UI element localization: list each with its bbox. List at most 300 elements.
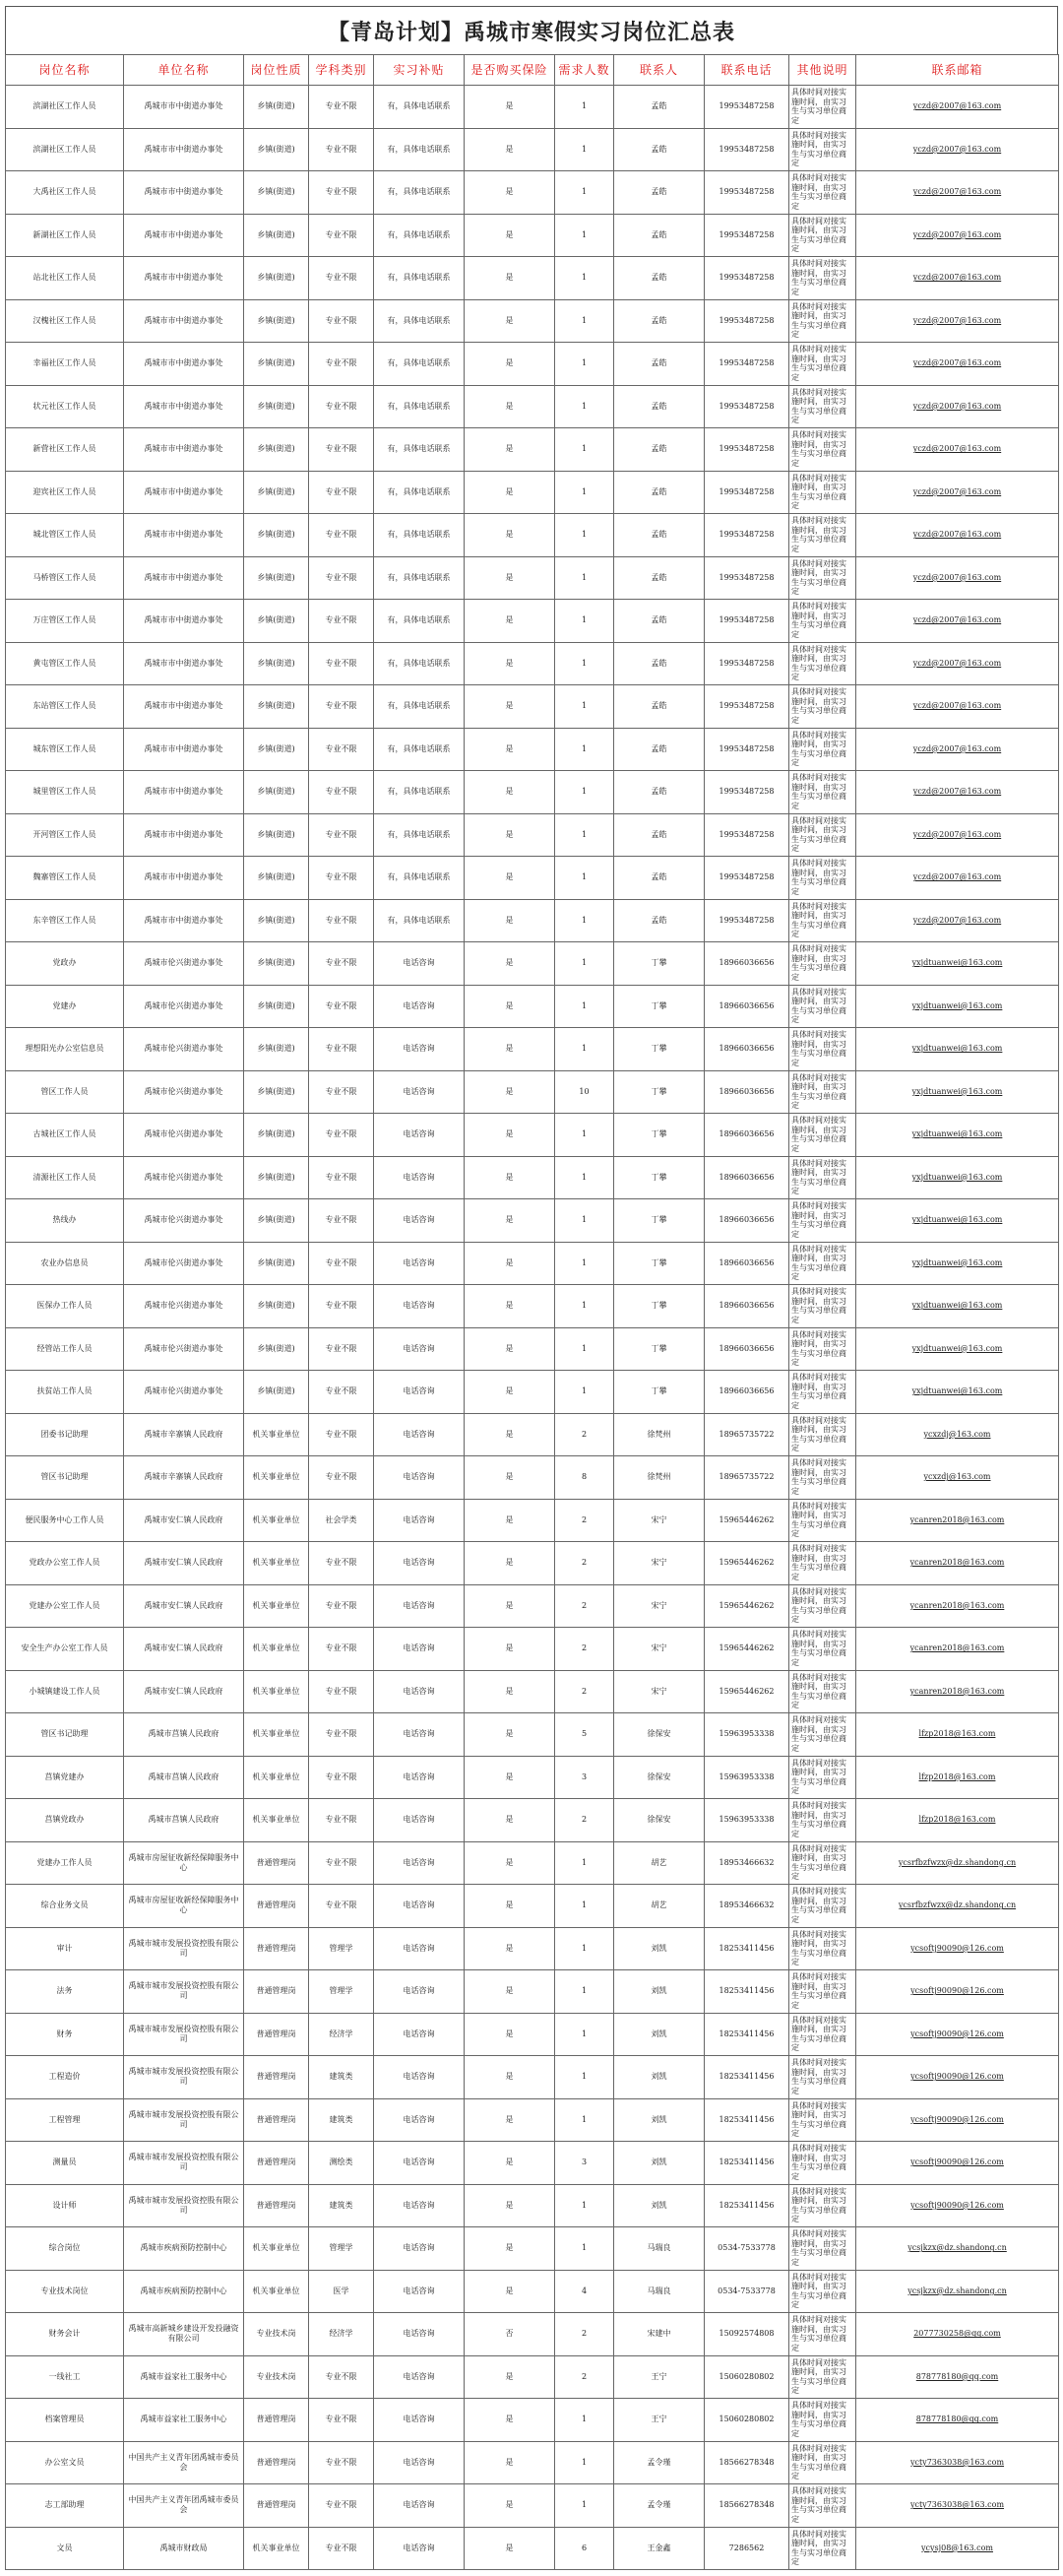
cell-position-type: 乡镇(街道) (244, 1156, 309, 1199)
cell-email[interactable]: lfzp2018@163.com (856, 1713, 1059, 1757)
cell-email[interactable]: ycsoftj90090@126.com (856, 2142, 1059, 2185)
cell-email[interactable]: yczd@2007@163.com (856, 685, 1059, 729)
cell-discipline: 社会学类 (309, 1499, 374, 1542)
cell-headcount: 1 (555, 257, 614, 300)
cell-headcount: 2 (555, 1413, 614, 1456)
cell-email[interactable]: ycsoftj90090@126.com (856, 1970, 1059, 2014)
cell-notes: 具体时间对接实施时间，由实习生与实习单位商定 (789, 514, 856, 557)
cell-unit-name: 中国共产主义青年团禹城市委员会 (124, 2484, 244, 2528)
cell-discipline: 建筑类 (309, 2184, 374, 2227)
table-row (6, 2355, 1059, 2399)
cell-email[interactable]: ycanren2018@163.com (856, 1499, 1059, 1542)
cell-contact-person: 孟令瑾 (614, 2441, 705, 2484)
table-row (6, 1885, 1059, 1928)
cell-email[interactable]: yxjdtuanwei@163.com (856, 1070, 1059, 1114)
cell-headcount: 1 (555, 1841, 614, 1885)
table-row (6, 1542, 1059, 1585)
table-row (6, 985, 1059, 1028)
cell-email[interactable]: ycsjkzx@dz.shandong.cn (856, 2270, 1059, 2313)
table-row (6, 1114, 1059, 1157)
cell-subsidy: 电话咨询 (374, 1970, 465, 2014)
cell-subsidy: 电话咨询 (374, 2484, 465, 2528)
cell-insurance: 是 (465, 1070, 555, 1114)
cell-notes: 具体时间对接实施时间，由实习生与实习单位商定 (789, 171, 856, 215)
cell-position-name: 东辛管区工作人员 (6, 899, 124, 942)
cell-insurance: 是 (465, 171, 555, 215)
table-row (6, 1584, 1059, 1628)
cell-unit-name: 禹城市安仁镇人民政府 (124, 1670, 244, 1713)
cell-phone: 19953487258 (705, 128, 789, 171)
cell-headcount: 1 (555, 600, 614, 643)
cell-discipline: 专业不限 (309, 1413, 374, 1456)
cell-email[interactable]: lfzp2018@163.com (856, 1799, 1059, 1842)
cell-headcount: 6 (555, 2527, 614, 2570)
cell-contact-person: 刘凯 (614, 1970, 705, 2014)
table-row (6, 428, 1059, 472)
cell-position-type: 乡镇(街道) (244, 600, 309, 643)
cell-position-name: 理想阳光办公室信息员 (6, 1028, 124, 1071)
cell-subsidy: 电话咨询 (374, 1670, 465, 1713)
cell-email[interactable]: yczd@2007@163.com (856, 728, 1059, 771)
cell-email[interactable]: yxjdtuanwei@163.com (856, 1114, 1059, 1157)
table-row (6, 128, 1059, 171)
cell-position-type: 乡镇(街道) (244, 728, 309, 771)
cell-notes: 具体时间对接实施时间，由实习生与实习单位商定 (789, 1156, 856, 1199)
cell-insurance: 是 (465, 1670, 555, 1713)
cell-email[interactable]: 878778180@qq.com (856, 2355, 1059, 2399)
cell-unit-name: 禹城市市中街道办事处 (124, 857, 244, 900)
cell-email[interactable]: ycsjkzx@dz.shandong.cn (856, 2227, 1059, 2271)
table-row (6, 343, 1059, 386)
cell-position-type: 乡镇(街道) (244, 1242, 309, 1285)
cell-discipline: 专业不限 (309, 2355, 374, 2399)
table-row (6, 1799, 1059, 1842)
cell-headcount: 1 (555, 2013, 614, 2056)
table-row (6, 1156, 1059, 1199)
cell-phone: 19953487258 (705, 642, 789, 685)
cell-phone: 19953487258 (705, 257, 789, 300)
cell-position-name: 文员 (6, 2527, 124, 2570)
cell-position-type: 机关事业单位 (244, 1713, 309, 1757)
column-header-subsidy: 实习补贴 (374, 55, 465, 86)
cell-headcount: 2 (555, 1799, 614, 1842)
cell-email[interactable]: yczd@2007@163.com (856, 428, 1059, 472)
cell-headcount: 1 (555, 2441, 614, 2484)
cell-insurance: 是 (465, 1970, 555, 2014)
cell-notes: 具体时间对接实施时间，由实习生与实习单位商定 (789, 128, 856, 171)
cell-unit-name: 禹城市安仁镇人民政府 (124, 1499, 244, 1542)
cell-headcount: 1 (555, 471, 614, 514)
cell-discipline: 专业不限 (309, 2527, 374, 2570)
cell-position-type: 机关事业单位 (244, 1756, 309, 1799)
table-row (6, 813, 1059, 857)
cell-position-type: 乡镇(街道) (244, 1028, 309, 1071)
cell-email[interactable]: ycsoftj90090@126.com (856, 2098, 1059, 2142)
cell-subsidy: 电话咨询 (374, 1542, 465, 1585)
cell-position-type: 乡镇(街道) (244, 985, 309, 1028)
cell-unit-name: 禹城市疾病预防控制中心 (124, 2270, 244, 2313)
table-row (6, 556, 1059, 600)
cell-discipline: 专业不限 (309, 728, 374, 771)
cell-email[interactable]: 878778180@qq.com (856, 2399, 1059, 2442)
cell-insurance: 是 (465, 1114, 555, 1157)
cell-email[interactable]: ycsrfbzfwzx@dz.shandong.cn (856, 1885, 1059, 1928)
cell-phone: 18966036656 (705, 942, 789, 986)
cell-email[interactable]: yczd@2007@163.com (856, 385, 1059, 428)
cell-phone: 19953487258 (705, 86, 789, 129)
cell-email[interactable]: yczd@2007@163.com (856, 857, 1059, 900)
cell-position-type: 乡镇(街道) (244, 685, 309, 729)
cell-subsidy: 电话咨询 (374, 2313, 465, 2356)
cell-position-type: 普通管理岗 (244, 1841, 309, 1885)
cell-phone: 18966036656 (705, 1327, 789, 1371)
cell-position-type: 乡镇(街道) (244, 471, 309, 514)
cell-position-name: 工程管理 (6, 2098, 124, 2142)
cell-subsidy: 电话咨询 (374, 1885, 465, 1928)
cell-subsidy: 电话咨询 (374, 2270, 465, 2313)
cell-insurance: 是 (465, 385, 555, 428)
cell-email[interactable]: yxjdtuanwei@163.com (856, 1327, 1059, 1371)
cell-contact-person: 孟皓 (614, 299, 705, 343)
cell-insurance: 是 (465, 514, 555, 557)
cell-unit-name: 禹城市伦兴街道办事处 (124, 1156, 244, 1199)
cell-notes: 具体时间对接实施时间，由实习生与实习单位商定 (789, 2399, 856, 2442)
cell-position-type: 乡镇(街道) (244, 642, 309, 685)
cell-email[interactable]: yxjdtuanwei@163.com (856, 985, 1059, 1028)
cell-phone: 15963953338 (705, 1756, 789, 1799)
cell-unit-name: 禹城市市中街道办事处 (124, 514, 244, 557)
cell-email[interactable]: ycxzdj@163.com (856, 1413, 1059, 1456)
table-row (6, 600, 1059, 643)
cell-position-name: 管区书记助理 (6, 1456, 124, 1500)
cell-subsidy: 电话咨询 (374, 1799, 465, 1842)
cell-position-name: 莒镇党政办 (6, 1799, 124, 1842)
cell-discipline: 专业不限 (309, 1713, 374, 1757)
cell-discipline: 专业不限 (309, 2399, 374, 2442)
cell-insurance: 是 (465, 299, 555, 343)
cell-unit-name: 禹城市城市发展投资控股有限公司 (124, 2098, 244, 2142)
cell-email[interactable]: ycsoftj90090@126.com (856, 2013, 1059, 2056)
cell-email[interactable]: yczd@2007@163.com (856, 771, 1059, 814)
cell-insurance: 是 (465, 2098, 555, 2142)
cell-headcount: 4 (555, 2270, 614, 2313)
cell-phone: 19953487258 (705, 685, 789, 729)
cell-position-type: 机关事业单位 (244, 2227, 309, 2271)
cell-discipline: 专业不限 (309, 1799, 374, 1842)
cell-subsidy: 电话咨询 (374, 1285, 465, 1328)
cell-contact-person: 宋建中 (614, 2313, 705, 2356)
table-row (6, 1327, 1059, 1371)
cell-notes: 具体时间对接实施时间，由实习生与实习单位商定 (789, 2227, 856, 2271)
cell-insurance: 是 (465, 2142, 555, 2185)
cell-email[interactable]: yczd@2007@163.com (856, 128, 1059, 171)
cell-email[interactable]: yxjdtuanwei@163.com (856, 1199, 1059, 1243)
cell-email[interactable]: ycsoftj90090@126.com (856, 2184, 1059, 2227)
cell-insurance: 是 (465, 2013, 555, 2056)
cell-phone: 19953487258 (705, 343, 789, 386)
cell-unit-name: 禹城市安仁镇人民政府 (124, 1628, 244, 1671)
cell-insurance: 是 (465, 1156, 555, 1199)
cell-discipline: 专业不限 (309, 2484, 374, 2528)
cell-email[interactable]: yczd@2007@163.com (856, 514, 1059, 557)
cell-notes: 具体时间对接实施时间，由实习生与实习单位商定 (789, 2484, 856, 2528)
cell-headcount: 1 (555, 1970, 614, 2014)
cell-phone: 19953487258 (705, 385, 789, 428)
cell-discipline: 专业不限 (309, 1371, 374, 1414)
cell-subsidy: 有，具体电话联系 (374, 171, 465, 215)
cell-email[interactable]: ycanren2018@163.com (856, 1584, 1059, 1628)
cell-discipline: 专业不限 (309, 685, 374, 729)
table-row (6, 2142, 1059, 2185)
cell-notes: 具体时间对接实施时间，由实习生与实习单位商定 (789, 1927, 856, 1970)
cell-unit-name: 禹城市莒镇人民政府 (124, 1756, 244, 1799)
table-row (6, 471, 1059, 514)
cell-email[interactable]: yczd@2007@163.com (856, 471, 1059, 514)
cell-contact-person: 孟皓 (614, 385, 705, 428)
cell-phone: 15965446262 (705, 1499, 789, 1542)
cell-position-type: 机关事业单位 (244, 1670, 309, 1713)
cell-position-name: 党建办 (6, 985, 124, 1028)
cell-subsidy: 电话咨询 (374, 2056, 465, 2099)
cell-discipline: 建筑类 (309, 2056, 374, 2099)
table-row (6, 1670, 1059, 1713)
cell-email[interactable]: yczd@2007@163.com (856, 899, 1059, 942)
cell-email[interactable]: yxjdtuanwei@163.com (856, 1285, 1059, 1328)
table-body (6, 86, 1059, 2570)
cell-notes: 具体时间对接实施时间，由实习生与实习单位商定 (789, 1756, 856, 1799)
cell-email[interactable]: ycsoftj90090@126.com (856, 1927, 1059, 1970)
cell-unit-name: 中国共产主义青年团禹城市委员会 (124, 2441, 244, 2484)
cell-position-type: 普通管理岗 (244, 1885, 309, 1928)
cell-unit-name: 禹城市市中街道办事处 (124, 86, 244, 129)
cell-unit-name: 禹城市市中街道办事处 (124, 771, 244, 814)
cell-insurance: 是 (465, 1841, 555, 1885)
cell-unit-name: 禹城市城市发展投资控股有限公司 (124, 2013, 244, 2056)
cell-notes: 具体时间对接实施时间，由实习生与实习单位商定 (789, 985, 856, 1028)
table-row (6, 899, 1059, 942)
cell-contact-person: 胡艺 (614, 1841, 705, 1885)
cell-position-type: 乡镇(街道) (244, 428, 309, 472)
cell-unit-name: 禹城市房屋征收新经保障服务中心 (124, 1841, 244, 1885)
column-header-email: 联系邮箱 (856, 55, 1059, 86)
cell-email[interactable]: ycty7363038@163.com (856, 2484, 1059, 2528)
header-row (6, 55, 1059, 86)
cell-headcount: 8 (555, 1456, 614, 1500)
cell-position-name: 滨湖社区工作人员 (6, 86, 124, 129)
cell-subsidy: 电话咨询 (374, 1713, 465, 1757)
cell-notes: 具体时间对接实施时间，由实习生与实习单位商定 (789, 1028, 856, 1071)
cell-headcount: 1 (555, 1927, 614, 1970)
cell-notes: 具体时间对接实施时间，由实习生与实习单位商定 (789, 1542, 856, 1585)
cell-position-name: 莒镇党建办 (6, 1756, 124, 1799)
cell-headcount: 1 (555, 385, 614, 428)
cell-phone: 15092574808 (705, 2313, 789, 2356)
cell-phone: 15965446262 (705, 1670, 789, 1713)
cell-unit-name: 禹城市益家社工服务中心 (124, 2399, 244, 2442)
cell-email[interactable]: 2077730258@qq.com (856, 2313, 1059, 2356)
cell-insurance: 是 (465, 471, 555, 514)
cell-phone: 19953487258 (705, 428, 789, 472)
cell-position-type: 乡镇(街道) (244, 1199, 309, 1243)
cell-position-type: 普通管理岗 (244, 2013, 309, 2056)
cell-position-name: 黄屯管区工作人员 (6, 642, 124, 685)
column-header-insurance: 是否购买保险 (465, 55, 555, 86)
cell-insurance: 是 (465, 642, 555, 685)
cell-unit-name: 禹城市伦兴街道办事处 (124, 1371, 244, 1414)
cell-position-type: 机关事业单位 (244, 1499, 309, 1542)
cell-email[interactable]: ycsoftj90090@126.com (856, 2056, 1059, 2099)
cell-position-type: 乡镇(街道) (244, 128, 309, 171)
cell-email[interactable]: ycysj08@163.com (856, 2527, 1059, 2570)
cell-contact-person: 孟皓 (614, 685, 705, 729)
cell-subsidy: 有，具体电话联系 (374, 471, 465, 514)
cell-position-name: 小城镇建设工作人员 (6, 1670, 124, 1713)
cell-position-type: 乡镇(街道) (244, 857, 309, 900)
cell-email[interactable]: yczd@2007@163.com (856, 86, 1059, 129)
cell-phone: 18966036656 (705, 1242, 789, 1285)
cell-phone: 18965735722 (705, 1413, 789, 1456)
internship-table (5, 54, 1059, 2570)
cell-discipline: 专业不限 (309, 86, 374, 129)
cell-headcount: 1 (555, 857, 614, 900)
cell-email[interactable]: yczd@2007@163.com (856, 343, 1059, 386)
cell-email[interactable]: ycanren2018@163.com (856, 1628, 1059, 1671)
cell-discipline: 测绘类 (309, 2142, 374, 2185)
cell-subsidy: 有，具体电话联系 (374, 299, 465, 343)
cell-unit-name: 禹城市市中街道办事处 (124, 813, 244, 857)
cell-email[interactable]: yczd@2007@163.com (856, 171, 1059, 215)
cell-phone: 18966036656 (705, 1285, 789, 1328)
cell-position-type: 乡镇(街道) (244, 171, 309, 215)
cell-email[interactable]: yxjdtuanwei@163.com (856, 1156, 1059, 1199)
cell-email[interactable]: ycty7363038@163.com (856, 2441, 1059, 2484)
cell-insurance: 是 (465, 86, 555, 129)
cell-phone: 19953487258 (705, 471, 789, 514)
cell-phone: 18966036656 (705, 1371, 789, 1414)
cell-email[interactable]: lfzp2018@163.com (856, 1756, 1059, 1799)
table-row (6, 171, 1059, 215)
cell-email[interactable]: ycsrfbzfwzx@dz.shandong.cn (856, 1841, 1059, 1885)
cell-position-type: 乡镇(街道) (244, 343, 309, 386)
table-row (6, 1242, 1059, 1285)
table-row (6, 728, 1059, 771)
cell-email[interactable]: yczd@2007@163.com (856, 257, 1059, 300)
cell-email[interactable]: yxjdtuanwei@163.com (856, 1028, 1059, 1071)
cell-position-name: 热线办 (6, 1199, 124, 1243)
cell-subsidy: 电话咨询 (374, 1327, 465, 1371)
cell-email[interactable]: ycxzdj@163.com (856, 1456, 1059, 1500)
cell-notes: 具体时间对接实施时间，由实习生与实习单位商定 (789, 1456, 856, 1500)
cell-headcount: 1 (555, 556, 614, 600)
cell-headcount: 5 (555, 1713, 614, 1757)
column-header-contact-person: 联系人 (614, 55, 705, 86)
cell-headcount: 1 (555, 1156, 614, 1199)
cell-email[interactable]: yxjdtuanwei@163.com (856, 1371, 1059, 1414)
cell-phone: 19953487258 (705, 299, 789, 343)
table-row (6, 1628, 1059, 1671)
cell-position-type: 机关事业单位 (244, 2270, 309, 2313)
cell-email[interactable]: yczd@2007@163.com (856, 600, 1059, 643)
table-row (6, 1456, 1059, 1500)
table-row (6, 86, 1059, 129)
cell-phone: 19953487258 (705, 771, 789, 814)
cell-email[interactable]: yxjdtuanwei@163.com (856, 942, 1059, 986)
cell-headcount: 1 (555, 771, 614, 814)
cell-notes: 具体时间对接实施时间，由实习生与实习单位商定 (789, 642, 856, 685)
cell-discipline: 专业不限 (309, 428, 374, 472)
cell-position-type: 普通管理岗 (244, 1970, 309, 2014)
cell-headcount: 1 (555, 428, 614, 472)
cell-contact-person: 王宁 (614, 2355, 705, 2399)
cell-unit-name: 禹城市市中街道办事处 (124, 600, 244, 643)
table-row (6, 1285, 1059, 1328)
cell-position-name: 清源社区工作人员 (6, 1156, 124, 1199)
cell-position-name: 汉槐社区工作人员 (6, 299, 124, 343)
cell-subsidy: 电话咨询 (374, 942, 465, 986)
cell-phone: 18966036656 (705, 1156, 789, 1199)
column-header-headcount: 需求人数 (555, 55, 614, 86)
cell-position-type: 乡镇(街道) (244, 813, 309, 857)
cell-unit-name: 禹城市财政局 (124, 2527, 244, 2570)
cell-subsidy: 电话咨询 (374, 1371, 465, 1414)
cell-notes: 具体时间对接实施时间，由实习生与实习单位商定 (789, 428, 856, 472)
cell-notes: 具体时间对接实施时间，由实习生与实习单位商定 (789, 1584, 856, 1628)
cell-position-name: 工程造价 (6, 2056, 124, 2099)
cell-notes: 具体时间对接实施时间，由实习生与实习单位商定 (789, 1885, 856, 1928)
cell-subsidy: 电话咨询 (374, 2441, 465, 2484)
cell-phone: 15060280802 (705, 2399, 789, 2442)
cell-contact-person: 徐保安 (614, 1756, 705, 1799)
cell-contact-person: 孟皓 (614, 813, 705, 857)
cell-unit-name: 禹城市市中街道办事处 (124, 257, 244, 300)
cell-unit-name: 禹城市城市发展投资控股有限公司 (124, 2056, 244, 2099)
cell-headcount: 1 (555, 2399, 614, 2442)
cell-contact-person: 徐梵州 (614, 1413, 705, 1456)
cell-notes: 具体时间对接实施时间，由实习生与实习单位商定 (789, 1628, 856, 1671)
cell-headcount: 1 (555, 642, 614, 685)
cell-insurance: 是 (465, 899, 555, 942)
cell-unit-name: 禹城市市中街道办事处 (124, 385, 244, 428)
cell-email[interactable]: yczd@2007@163.com (856, 556, 1059, 600)
cell-position-name: 便民服务中心工作人员 (6, 1499, 124, 1542)
cell-subsidy: 电话咨询 (374, 2227, 465, 2271)
cell-phone: 18253411456 (705, 2142, 789, 2185)
table-row (6, 385, 1059, 428)
cell-email[interactable]: yxjdtuanwei@163.com (856, 1242, 1059, 1285)
cell-phone: 19953487258 (705, 899, 789, 942)
cell-contact-person: 孟皓 (614, 514, 705, 557)
cell-headcount: 2 (555, 1542, 614, 1585)
cell-headcount: 1 (555, 728, 614, 771)
cell-discipline: 管理学 (309, 2227, 374, 2271)
cell-email[interactable]: ycanren2018@163.com (856, 1542, 1059, 1585)
cell-subsidy: 有，具体电话联系 (374, 385, 465, 428)
table-row (6, 1413, 1059, 1456)
cell-notes: 具体时间对接实施时间，由实习生与实习单位商定 (789, 2142, 856, 2185)
cell-insurance: 是 (465, 343, 555, 386)
cell-email[interactable]: yczd@2007@163.com (856, 642, 1059, 685)
cell-email[interactable]: ycanren2018@163.com (856, 1670, 1059, 1713)
cell-email[interactable]: yczd@2007@163.com (856, 813, 1059, 857)
cell-insurance: 是 (465, 1799, 555, 1842)
cell-subsidy: 有，具体电话联系 (374, 86, 465, 129)
cell-email[interactable]: yczd@2007@163.com (856, 214, 1059, 257)
cell-email[interactable]: yczd@2007@163.com (856, 299, 1059, 343)
cell-contact-person: 丁攀 (614, 1028, 705, 1071)
cell-position-name: 设计师 (6, 2184, 124, 2227)
cell-discipline: 专业不限 (309, 985, 374, 1028)
cell-position-name: 古城社区工作人员 (6, 1114, 124, 1157)
